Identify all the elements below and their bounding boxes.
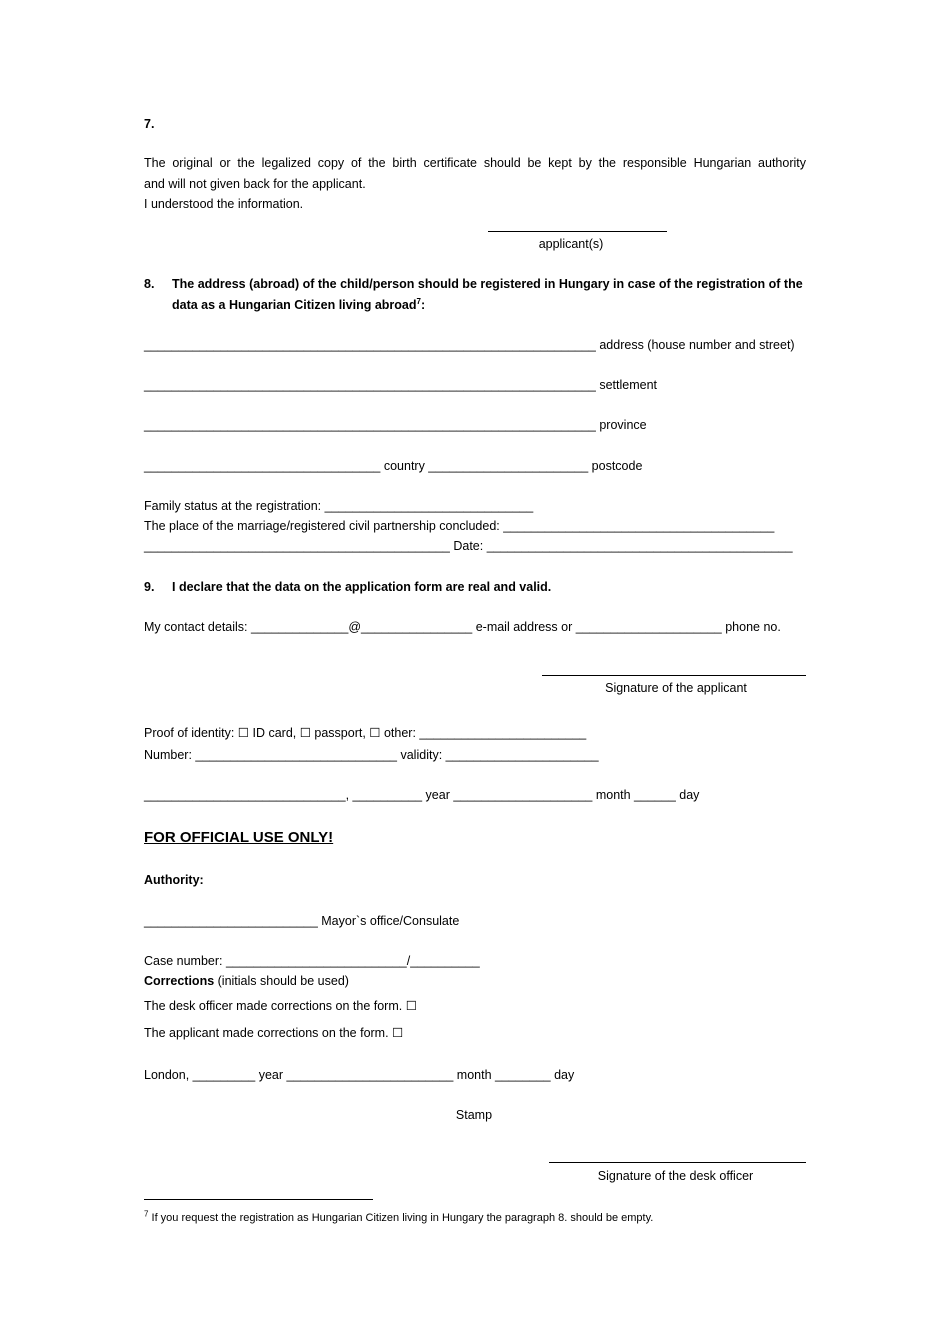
- footnote-marker: 7: [144, 1209, 149, 1219]
- section-7-text-line2: and will not given back for the applicant.: [144, 177, 366, 191]
- corrections-note: (initials should be used): [214, 974, 349, 988]
- section-8-heading-line2: data as a Hungarian Citizen living abroad$^7$:: [172, 296, 426, 312]
- proof-of-identity-field[interactable]: Proof of identity: ☐ ID card, ☐ passport, ☐ other: ________________________: [144, 726, 587, 740]
- desk-officer-signature-label: Signature of the desk officer: [597, 1169, 754, 1183]
- section-7-number: 7.: [144, 117, 155, 131]
- section-7-text-line1: The original or the legalized copy of the birth certificate should be kept by the responsible Hungarian authority: [144, 156, 806, 170]
- footnote: [144, 1211, 653, 1225]
- footnote-ref-7: 7: [416, 296, 421, 306]
- id-number-validity-field[interactable]: Number: _____________________________ validity: ______________________: [144, 748, 599, 762]
- corrections-line: [144, 973, 349, 989]
- corrections-label: Corrections: [144, 974, 215, 988]
- applicant-signature-line[interactable]: [488, 231, 667, 232]
- case-number-field[interactable]: Case number: __________________________/__________: [144, 954, 480, 968]
- mayors-office-field[interactable]: _________________________ Mayor`s office/Consulate: [144, 914, 460, 928]
- contact-details-field[interactable]: My contact details: ______________@________________ e-mail address or _____________________ phone no.: [144, 620, 781, 634]
- authority-label: Authority:: [144, 873, 204, 887]
- place-date-field[interactable]: _____________________________, __________ year ____________________ month ______ day: [144, 788, 700, 802]
- marriage-date-field[interactable]: ____________________________________________ Date: ____________________________________________: [144, 539, 793, 553]
- family-status-field[interactable]: Family status at the registration: ______________________________: [144, 499, 534, 513]
- applicant-signature-label: applicant(s): [538, 237, 604, 251]
- desk-officer-corrections-checkbox[interactable]: The desk officer made corrections on the form. ☐: [144, 999, 417, 1013]
- london-date-field[interactable]: London, _________ year ________________________ month ________ day: [144, 1068, 575, 1082]
- settlement-field[interactable]: _________________________________________________________________ settlement: [144, 378, 658, 392]
- applicant-corrections-checkbox[interactable]: The applicant made corrections on the form. ☐: [144, 1026, 404, 1040]
- address-field[interactable]: _________________________________________________________________ address (house number and street): [144, 338, 795, 352]
- official-use-heading: FOR OFFICIAL USE ONLY!: [144, 829, 334, 846]
- stamp-label: Stamp: [455, 1108, 493, 1122]
- section-9-number: 9.: [144, 580, 155, 594]
- applicant-final-signature-label: Signature of the applicant: [605, 681, 747, 695]
- marriage-place-field[interactable]: The place of the marriage/registered civil partnership concluded: _______________________________________: [144, 519, 775, 533]
- province-field[interactable]: _________________________________________________________________ province: [144, 418, 647, 432]
- section-9-declaration: I declare that the data on the application form are real and valid.: [172, 580, 552, 594]
- section-8-heading-line1: The address (abroad) of the child/person should be registered in Hungary in case of the registration of the: [172, 277, 803, 291]
- footnote-separator: [144, 1199, 373, 1200]
- section-7-understood: I understood the information.: [144, 197, 304, 211]
- country-postcode-field[interactable]: __________________________________ country _______________________ postcode: [144, 459, 643, 473]
- footnote-text: If you request the registration as Hungarian Citizen living in Hungary the paragraph 8. should be empty.: [148, 1212, 654, 1224]
- section-8-number: 8.: [144, 277, 155, 291]
- applicant-final-signature-line[interactable]: [542, 675, 806, 676]
- desk-officer-signature-line[interactable]: [549, 1162, 806, 1163]
